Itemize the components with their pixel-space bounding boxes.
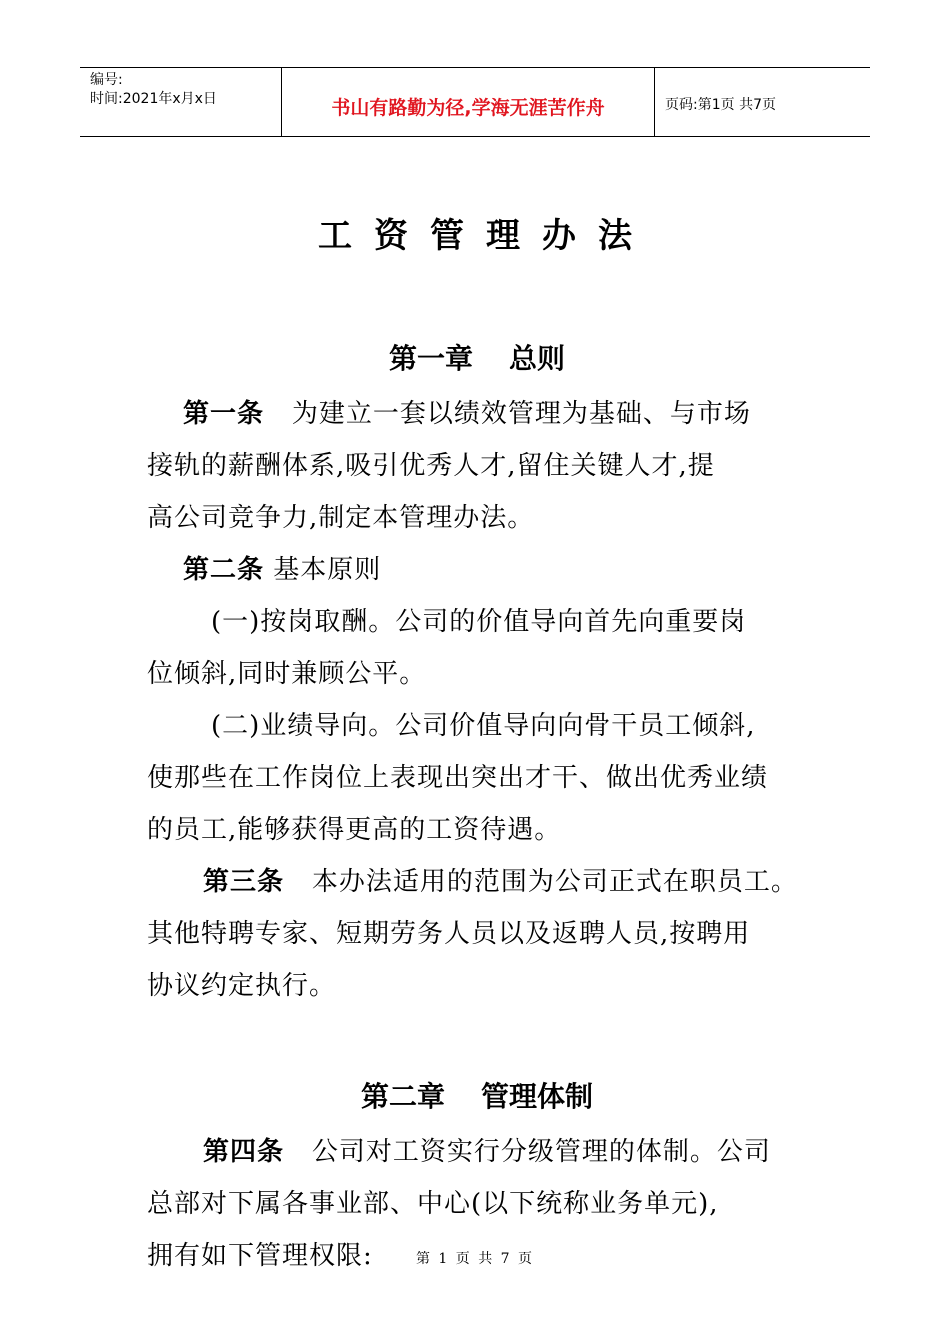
document-time: 时间:2021年x月x日 [90,91,217,107]
article-1 [147,388,807,544]
article-1-line-2: 接轨的薪酬体系,吸引优秀人才,留住关键人才,提 [147,451,715,481]
document-title: 工资管理办法 [318,216,654,256]
principle-2-line-3: 的员工,能够获得更高的工资待遇。 [147,815,562,845]
principle-2 [147,700,807,856]
article-4-line-1: 第四条 公司对工资实行分级管理的体制。公司 [203,1137,771,1167]
article-1-line-1: 第一条 为建立一套以绩效管理为基础、与市场 [183,399,751,429]
chapter-1-title: 总则 [509,342,566,375]
principle-1 [147,596,807,700]
article-2-line-1: 第二条 基本原则 [183,555,382,585]
article-3-line-1: 第三条 本办法适用的范围为公司正式在职员工。 [203,867,798,897]
article-3-label: 第三条 [203,867,285,897]
chapter-2-label: 第二章 [360,1080,445,1113]
principle-2-line-1: (二)业绩导向。公司价值导向向骨干员工倾斜, [211,711,756,741]
page-footer: 第 1 页 共 7 页 [415,1251,535,1267]
article-4-line-3: 拥有如下管理权限: [147,1241,373,1271]
chapter-2-title: 管理体制 [481,1080,594,1113]
chapter-spacer [147,1012,807,1068]
chapter-1-heading [147,330,807,388]
article-2 [147,544,807,596]
document-number-label: 编号: [90,72,123,88]
article-3 [147,856,807,1012]
header-table [80,67,870,137]
header-meta-cell [80,68,282,136]
document-body [147,330,807,1282]
principle-1-line-2: 位倾斜,同时兼顾公平。 [147,659,427,689]
article-4-label: 第四条 [203,1137,285,1167]
chapter-1-label: 第一章 [388,342,473,375]
article-3-line-3: 协议约定执行。 [147,971,337,1001]
principle-2-line-2: 使那些在工作岗位上表现出突出才干、做出优秀业绩 [147,763,769,793]
header-motto: 书山有路勤为径,学海无涯苦作舟 [282,68,655,136]
header-page-info: 页码:第1页 共7页 [665,97,776,113]
principle-1-line-1: (一)按岗取酬。公司的价值导向首先向重要岗 [211,607,747,637]
article-3-line-2: 其他特聘专家、短期劳务人员以及返聘人员,按聘用 [147,919,751,949]
chapter-2-heading [147,1068,807,1126]
article-1-line-3: 高公司竞争力,制定本管理办法。 [147,503,535,533]
article-4-line-2: 总部对下属各事业部、中心(以下统称业务单元), [147,1189,719,1219]
article-1-label: 第一条 [183,399,265,429]
article-2-label: 第二条 [183,555,265,585]
